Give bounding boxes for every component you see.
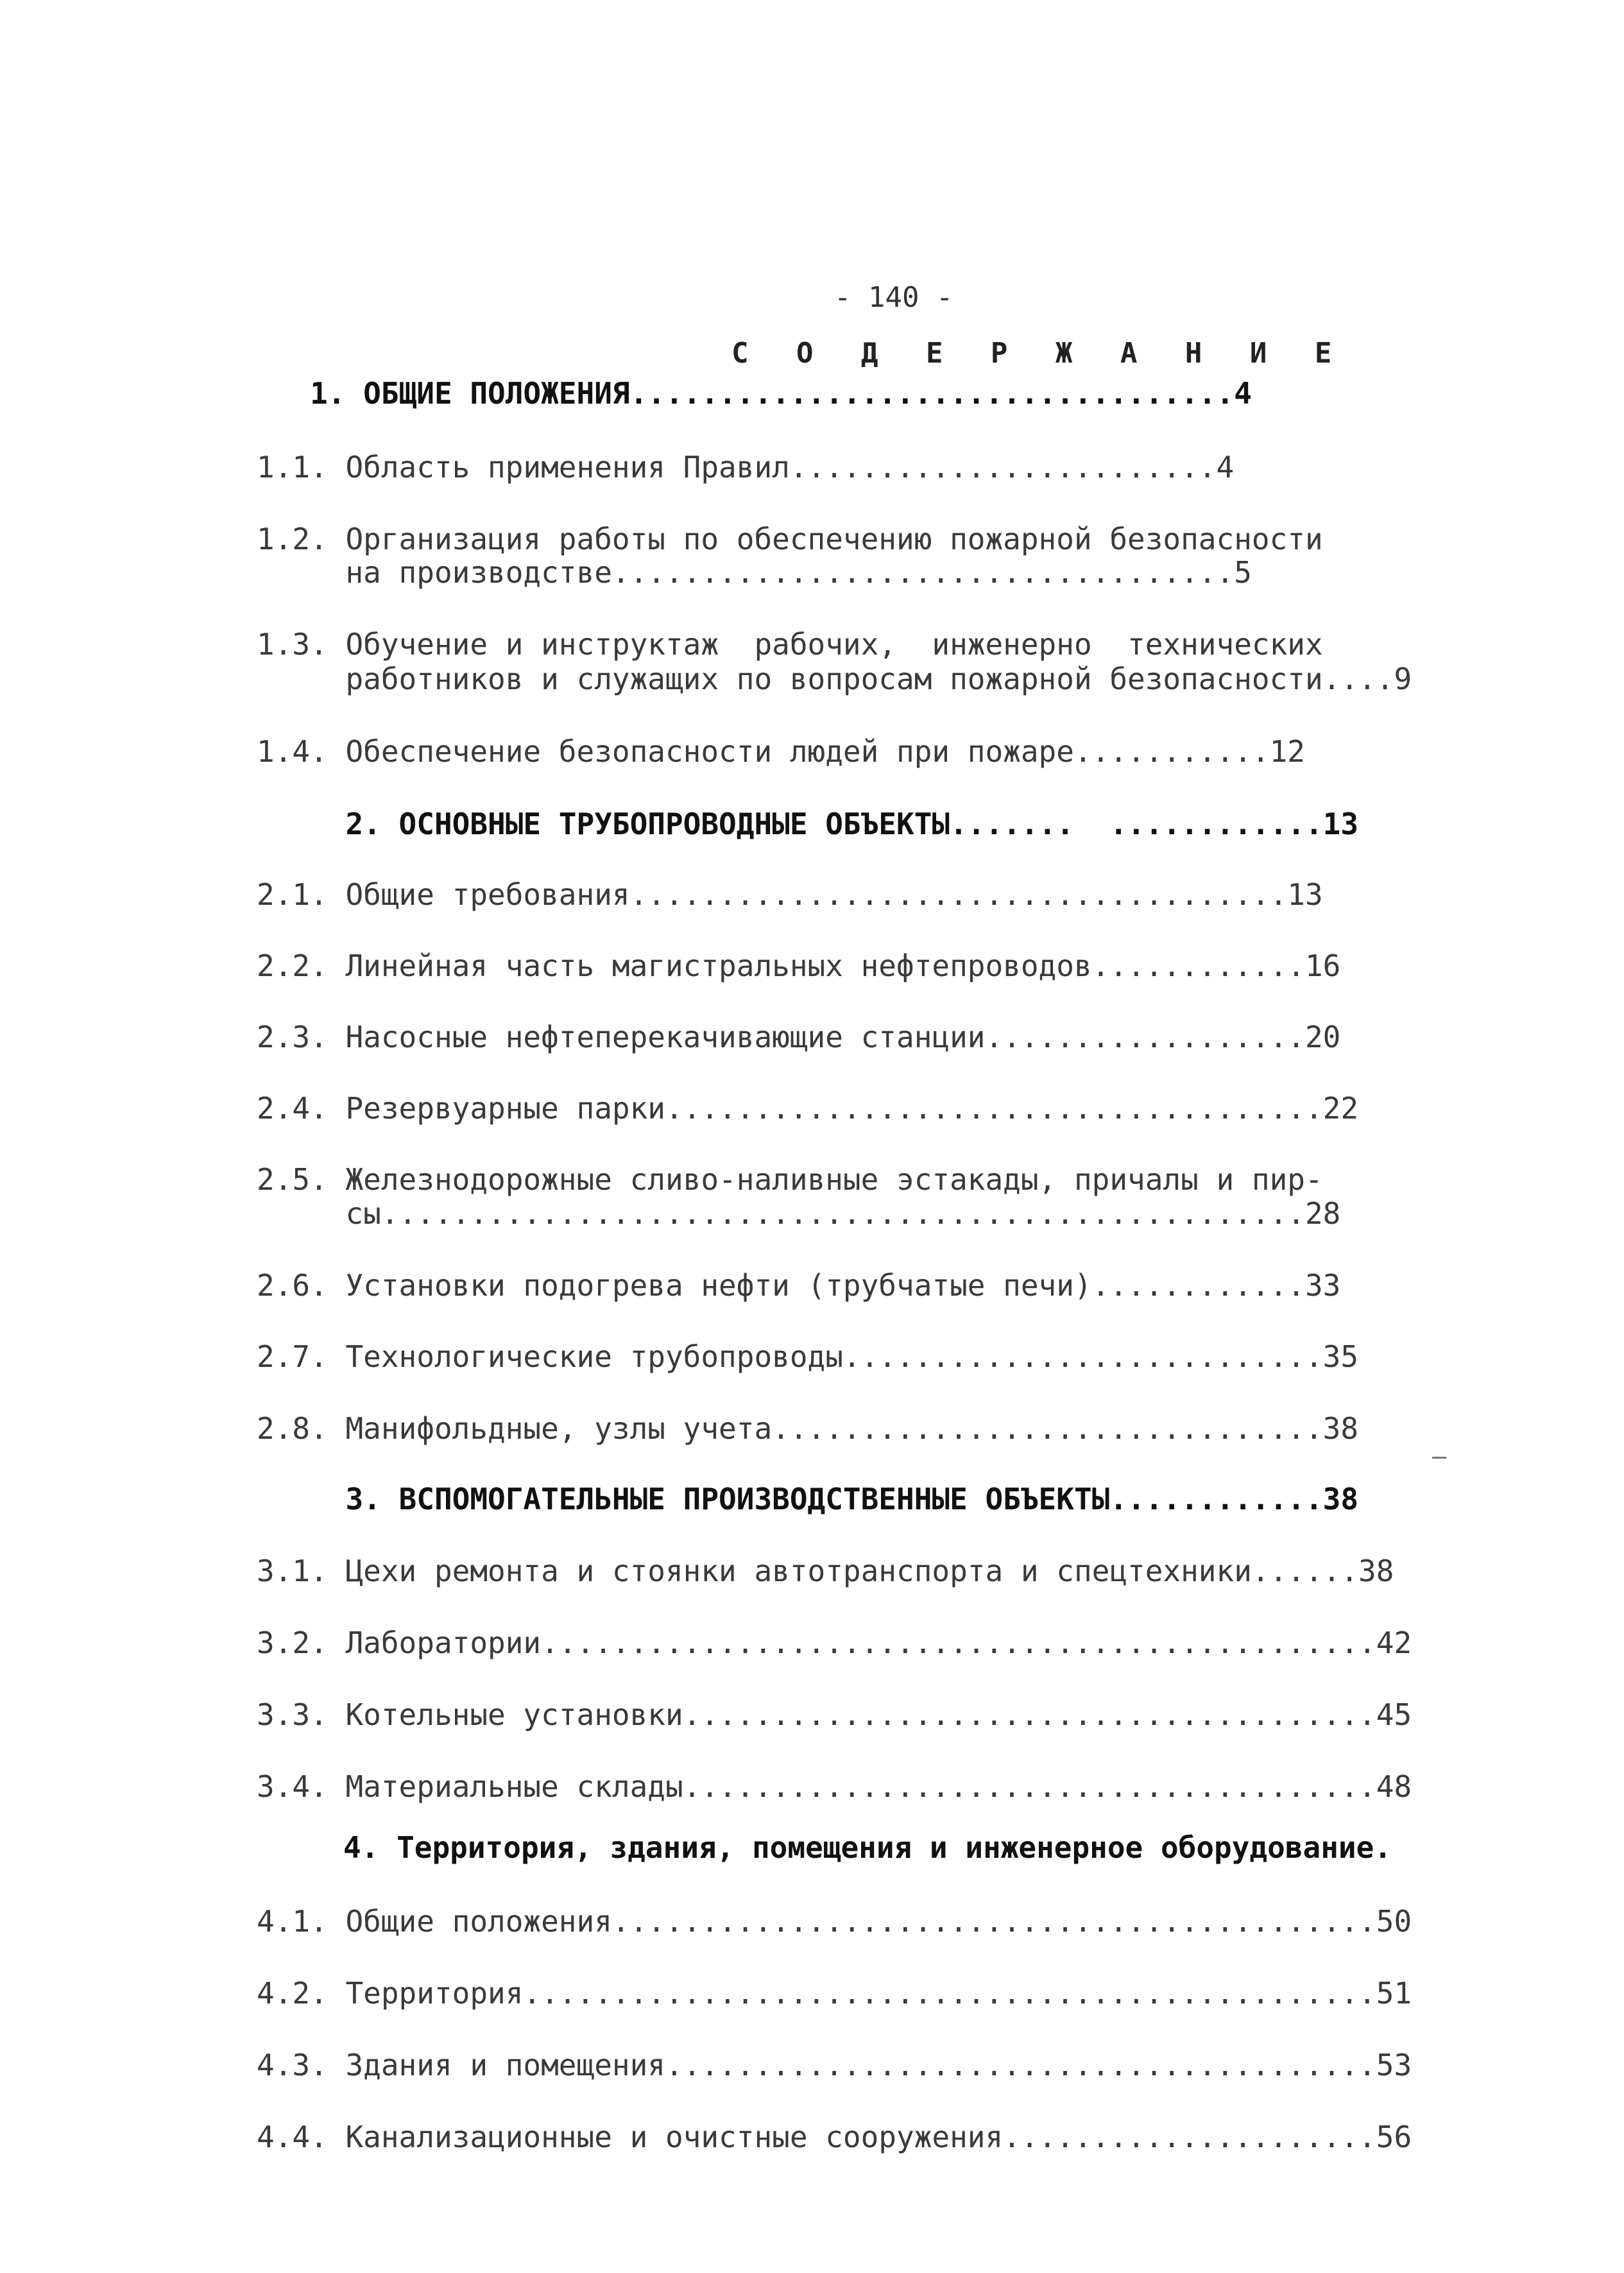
toc-section-3: 3. ВСПОМОГАТЕЛЬНЫЕ ПРОИЗВОДСТВЕННЫЕ ОБЪЕКТЫ............38 [257,1482,1359,1516]
toc-item-1-1: 1.1. Область применения Правил........................4 [257,450,1235,485]
toc-item-4-2: 4.2. Территория................................................51 [257,1976,1412,2011]
toc-item-2-3: 2.3. Насосные нефтеперекачивающие станции..................20 [257,1020,1341,1054]
toc-item-3-4: 3.4. Материальные склады.......................................48 [257,1769,1412,1804]
toc-item-2-2: 2.2. Линейная часть магистральных нефтепроводов............16 [257,948,1341,983]
toc-item-3-1: 3.1. Цехи ремонта и стоянки автотранспорта и спецтехники......38 [257,1554,1394,1588]
toc-item-2-1: 2.1. Общие требования.....................................13 [257,877,1323,912]
toc-section-2: 2. ОСНОВНЫЕ ТРУБОПРОВОДНЫЕ ОБЪЕКТЫ....... ............13 [257,807,1359,841]
stray-mark [1432,1457,1446,1459]
page-number: - 140 - [834,281,953,314]
toc-item-1-2-cont: на производстве...................................5 [257,555,1252,590]
toc-item-2-5: 2.5. Железнодорожные сливо-наливные эстакады, причалы и пир- [257,1162,1323,1197]
toc-item-2-7: 2.7. Технологические трубопроводы...........................35 [257,1339,1359,1374]
toc-item-4-1: 4.1. Общие положения...........................................50 [257,1904,1412,1939]
toc-item-1-3: 1.3. Обучение и инструктаж рабочих, инженерно технических [257,627,1323,662]
toc-item-2-6: 2.6. Установки подогрева нефти (трубчатые печи)............33 [257,1268,1341,1303]
toc-item-1-4: 1.4. Обеспечение безопасности людей при пожаре...........12 [257,734,1305,769]
toc-section-1: 1. ОБЩИЕ ПОЛОЖЕНИЯ..................................4 [257,376,1252,411]
toc-item-1-3-cont: работников и служащих по вопросам пожарной безопасности....9 [257,662,1412,696]
toc-title: С О Д Е Р Ж А Н И Е [731,337,1347,370]
toc-item-3-3: 3.3. Котельные установки.......................................45 [257,1697,1412,1732]
toc-item-1-2: 1.2. Организация работы по обеспечению пожарной безопасности [257,522,1323,556]
toc-item-4-3: 4.3. Здания и помещения........................................53 [257,2048,1412,2082]
toc-item-2-5-cont: сы....................................................28 [257,1196,1341,1231]
toc-item-2-8: 2.8. Манифольдные, узлы учета...............................38 [257,1411,1359,1446]
toc-section-4: 4. Территория, здания, помещения и инженерное оборудование. [343,1830,1392,1865]
toc-item-2-4: 2.4. Резервуарные парки.....................................22 [257,1091,1359,1126]
toc-item-3-2: 3.2. Лаборатории...............................................42 [257,1625,1412,1660]
toc-item-4-4: 4.4. Канализационные и очистные сооружения.....................56 [257,2120,1412,2154]
